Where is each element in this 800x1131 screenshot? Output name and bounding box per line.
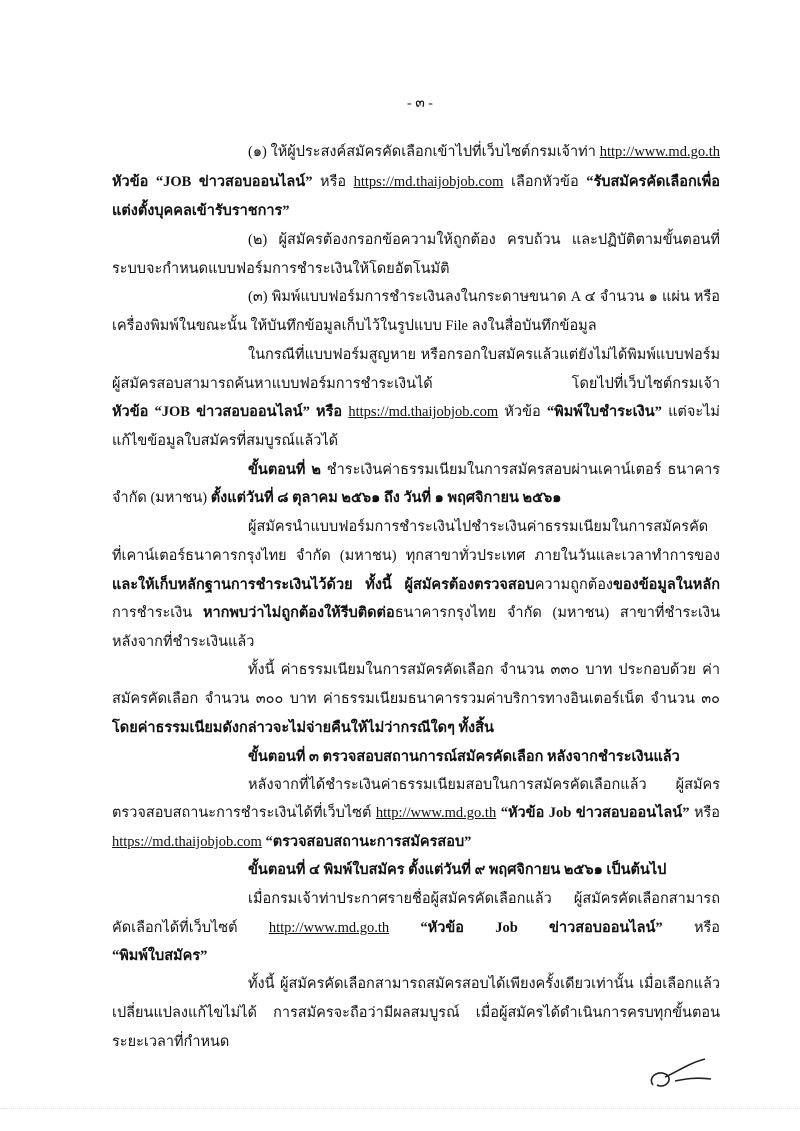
text-line [112,372,720,396]
text-segment: “ตรวจสอบสถานะการสมัครสอบ” [265,834,472,850]
text-segment: ขั้นตอนที่ ๒ [248,462,321,478]
text-segment: แก้ไขข้อมูลใบสมัครที่สมบูรณ์แล้วได้ [112,433,339,449]
url-link[interactable]: https://md.thaijobjob.com [112,834,262,850]
text-segment: ชำระเงินค่าธรรมเนียมในการสมัครสอบผ่านเคาน์เตอร์ ธนาคาร [326,462,720,478]
text-line [248,658,720,682]
text-line [248,458,720,482]
text-segment: ตั้งแต่วันที่ ๘ ตุลาคม ๒๕๖๑ ถึง วันที่ ๑ พฤศจิกายน ๒๕๖๑ [210,490,562,506]
text-segment: ทั้งนี้ ค่าธรรมเนียมในการสมัครคัดเลือก จำนวน ๓๓๐ บาท ประกอบด้วย ค่า [248,662,720,678]
url-link[interactable]: http://www.md.go.th [375,805,497,821]
text-segment: ผู้สมัครนำแบบฟอร์มการชำระเงินไปชำระเงินค่าธรรมเนียมในการสมัครคัด [248,519,709,535]
text-segment: หัวข้อ “JOB ข่าวสอบออนไลน์” หรือ [112,404,349,420]
text-line [112,1001,720,1025]
text-segment: หรือ [312,174,354,190]
signature-initial [645,1055,715,1095]
text-segment: หัวข้อ [498,404,547,420]
text-segment: เลือกหัวข้อ [503,174,587,190]
text-segment: ผู้สมัครสอบสามารถค้นหาแบบฟอร์มการชำระเงินได้ โดยไปที่เว็บไซต์กรมเจ้า [112,376,720,392]
text-line [112,573,720,597]
text-line [248,285,720,309]
text-line [112,486,720,510]
text-segment: ในกรณีที่แบบฟอร์มสูญหาย หรือกรอกใบสมัครแล้วแต่ยังไม่ได้พิมพ์แบบฟอร์ม [248,347,720,363]
text-line [112,257,720,281]
text-line [112,1030,720,1054]
text-segment: เมื่อกรมเจ้าท่าประกาศรายชื่อผู้สมัครคัดเลือกแล้ว ผู้สมัครคัดเลือกสามารถ [248,891,720,907]
text-line [248,858,720,882]
text-segment: และให้เก็บหลักฐานการชำระเงินไว้ด้วย ทั้งนี้ ผู้สมัครต้องตรวจสอบ [112,577,535,593]
text-segment: “พิมพ์ใบชำระเงิน” [546,404,662,420]
text-segment: “รับสมัครคัดเลือกเพื่อ [586,174,720,190]
text-segment: การชำระเงิน [112,605,203,621]
text-segment: หากพบว่าไม่ถูกต้องให้รีบติดต่อ [202,605,395,621]
url-link[interactable]: http://www.md.go.th [599,144,720,160]
text-segment: ขั้นตอนที่ ๓ ตรวจสอบสถานการณ์สมัครคัดเลือก หลังจากชำระเงินแล้ว [248,749,680,765]
text-segment: หรือ [689,805,720,821]
url-link[interactable]: https://md.thaijobjob.com [353,174,504,190]
text-segment: หลังจากที่ชำระเงินแล้ว [112,634,255,650]
text-segment: หัวข้อ “JOB ข่าวสอบออนไลน์” [112,174,313,190]
text-segment: ระบบจะกำหนดแบบฟอร์มการชำระเงินให้โดยอัตโนมัติ [112,261,450,277]
text-segment: หลังจากที่ได้ชำระเงินค่าธรรมเนียมสอบในการสมัครคัดเลือกแล้ว ผู้สมัคร [248,777,720,793]
text-line [112,916,720,940]
text-segment: ของข้อมูลในหลัก [613,577,720,593]
text-segment: ธนาคารกรุงไทย จำกัด (มหาชน) สาขาที่ชำระเงิน [394,605,720,621]
text-line [248,343,720,367]
scan-edge [0,1108,800,1111]
text-line [248,228,720,252]
text-line [248,972,720,996]
text-segment: ขั้นตอนที่ ๔ พิมพ์ใบสมัคร ตั้งแต่วันที่ ๙ พฤศจิกายน ๒๕๖๑ เป็นต้นไป [248,862,667,878]
text-segment: “หัวข้อ Job ข่าวสอบออนไลน์” [500,805,690,821]
text-segment: (๒) ผู้สมัครต้องกรอกข้อความให้ถูกต้อง ครบถ้วน และปฏิบัติตามขั้นตอนที่ [248,232,720,248]
text-line [112,630,720,654]
text-line [112,429,720,453]
text-line [112,944,720,968]
text-line [112,601,720,625]
text-segment: เปลี่ยนแปลงแก้ไขไม่ได้ การสมัครจะถือว่ามีผลสมบูรณ์ เมื่อผู้สมัครได้ดำเนินการครบทุกขั้นตอน [112,1005,720,1021]
text-segment: ระยะเวลาที่กำหนด [112,1034,230,1050]
url-link[interactable]: http://www.md.go.th [268,920,390,936]
text-line [112,400,720,424]
text-line [112,830,720,854]
text-line [248,773,720,797]
text-segment: “หัวข้อ Job ข่าวสอบออนไลน์” [420,920,663,936]
page-number: - ๓ - [407,96,433,111]
text-segment: “พิมพ์ใบสมัคร” [112,948,208,964]
text-segment: (๓) พิมพ์แบบฟอร์มการชำระเงินลงในกระดาษขนาด A ๔ จำนวน ๑ แผ่น หรือ [248,289,720,305]
text-line [112,199,720,223]
text-segment: ที่เคาน์เตอร์ธนาคารกรุงไทย จำกัด (มหาชน) ทุกสาขาทั่วประเทศ ภายในวันและเวลาทำการของ [112,548,720,564]
text-segment: จำกัด (มหาชน) [112,490,211,506]
text-line [248,515,720,539]
text-line [112,801,720,825]
text-line [248,140,720,164]
text-segment: คัดเลือกได้ที่เว็บไซต์ [112,920,269,936]
text-segment: หรือ [662,920,720,936]
text-segment: โดยค่าธรรมเนียมดังกล่าวจะไม่จ่ายคืนให้ไม่ว่ากรณีใดๆ ทั้งสิ้น [112,720,494,736]
text-line [112,314,720,338]
text-line [112,716,720,740]
text-line [112,170,720,194]
text-line [248,745,720,769]
text-line [112,544,720,568]
text-segment: (๑) ให้ผู้ประสงค์สมัครคัดเลือกเข้าไปที่เว็บไซต์กรมเจ้าท่า [248,144,600,160]
text-segment: ทั้งนี้ ผู้สมัครคัดเลือกสามารถสมัครสอบได้เพียงครั้งเดียวเท่านั้น เมื่อเลือกแล้ว [248,976,720,992]
text-line [112,687,720,711]
text-segment: แต่จะไม่ [668,404,720,420]
text-segment: เครื่องพิมพ์ในขณะนั้น ให้บันทึกข้อมูลเก็บไว้ในรูปแบบ File ลงในสื่อบันทึกข้อมูล [112,318,597,334]
text-line [248,887,720,911]
url-link[interactable]: https://md.thaijobjob.com [348,404,499,420]
text-segment: ความถูกต้อง [534,577,614,593]
text-segment: ตรวจสอบสถานะการชำระเงินได้ที่เว็บไซต์ [112,805,376,821]
text-segment: สมัครคัดเลือก จำนวน ๓๐๐ บาท ค่าธรรมเนียมธนาคารรวมค่าบริการทางอินเตอร์เน็ต จำนวน ๓๐ [112,691,720,707]
text-segment [389,920,420,936]
text-segment: แต่งตั้งบุคคลเข้ารับราชการ” [112,203,290,219]
